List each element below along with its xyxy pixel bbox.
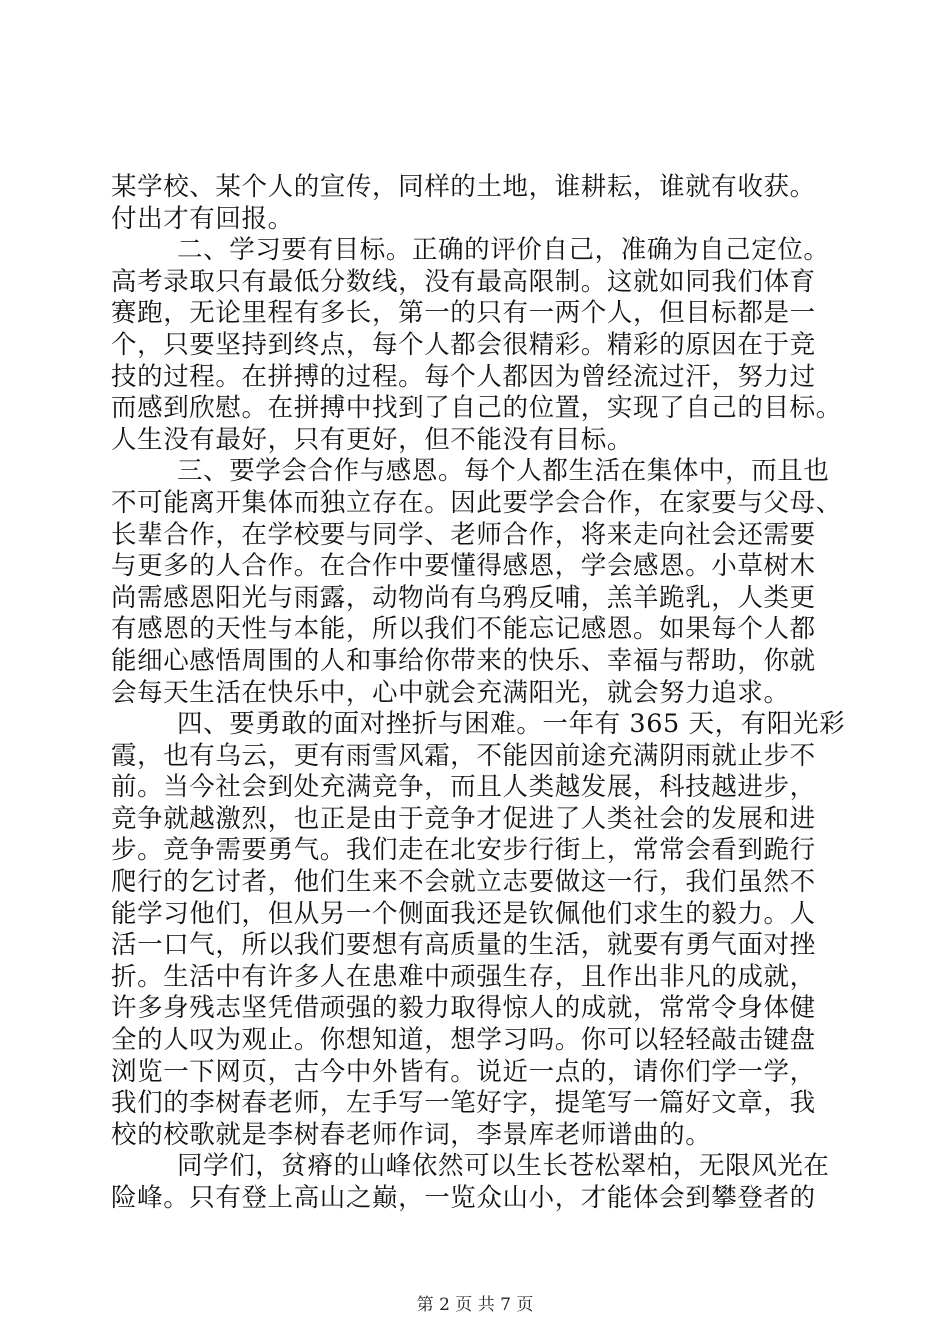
- text-line: 全的人叹为观止。你想知道，想学习吗。你可以轻轻敲击键盘: [111, 1025, 816, 1056]
- text-line: 霞，也有乌云，更有雨雪风霜，不能因前途充满阴雨就止步不: [111, 740, 816, 771]
- text-line: 赛跑，无论里程有多长，第一的只有一两个人，但目标都是一: [111, 298, 816, 329]
- paragraph-first-line: 三、要学会合作与感恩。每个人都生活在集体中，而且也: [177, 456, 830, 487]
- paragraph-first-line: 同学们，贫瘠的山峰依然可以生长苍松翠柏，无限风光在: [177, 1151, 830, 1182]
- text-line: 步。竞争需要勇气。我们走在北安步行街上，常常会看到跪行: [111, 835, 816, 866]
- paragraph-first-line: 四、要勇敢的面对挫折与困难。一年有 365 天，有阳光彩: [177, 709, 846, 740]
- page-footer: 第 2 页 共 7 页: [416, 1295, 534, 1315]
- text-line: 活一口气，所以我们要想有高质量的生活，就要有勇气面对挫: [111, 930, 816, 961]
- text-line: 许多身残志坚凭借顽强的毅力取得惊人的成就，常常令身体健: [111, 993, 816, 1024]
- text-line: 而感到欣慰。在拼搏中找到了自己的位置，实现了自己的目标。: [111, 393, 842, 424]
- text-line: 竞争就越激烈，也正是由于竞争才促进了人类社会的发展和进: [111, 803, 816, 834]
- text-line: 校的校歌就是李树春老师作词，李景库老师谱曲的。: [111, 1119, 712, 1150]
- text-line: 爬行的乞讨者，他们生来不会就立志要做这一行，我们虽然不: [111, 867, 816, 898]
- text-line: 前。当今社会到处充满竞争，而且人类越发展，科技越进步，: [111, 772, 816, 803]
- text-line: 会每天生活在快乐中，心中就会充满阳光，就会努力追求。: [111, 677, 790, 708]
- text-line: 个，只要坚持到终点，每个人都会很精彩。精彩的原因在于竞: [111, 329, 816, 360]
- text-line: 长辈合作，在学校要与同学、老师合作，将来走向社会还需要: [111, 519, 816, 550]
- text-line: 险峰。只有登上高山之巅，一览众山小，才能体会到攀登者的: [111, 1183, 816, 1213]
- paragraph-first-line: 二、学习要有目标。正确的评价自己，准确为自己定位。: [177, 235, 830, 266]
- text-line: 某学校、某个人的宣传，同样的土地，谁耕耘，谁就有收获。: [111, 172, 816, 202]
- text-line: 我们的李树春老师，左手写一笔好字，提笔写一篇好文章，我: [111, 1088, 816, 1119]
- text-line: 技的过程。在拼搏的过程。每个人都因为曾经流过汗，努力过: [111, 361, 816, 392]
- text-line: 折。生活中有许多人在患难中顽强生存，且作出非凡的成就，: [111, 961, 816, 992]
- text-line: 能细心感悟周围的人和事给你带来的快乐、幸福与帮助，你就: [111, 645, 816, 676]
- text-line: 高考录取只有最低分数线，没有最高限制。这就如同我们体育: [111, 266, 816, 297]
- text-line: 浏览一下网页，古今中外皆有。说近一点的，请你们学一学，: [111, 1056, 816, 1087]
- text-line: 尚需感恩阳光与雨露，动物尚有乌鸦反哺，羔羊跪乳，人类更: [111, 582, 816, 613]
- text-line: 不可能离开集体而独立存在。因此要学会合作，在家要与父母、: [111, 487, 842, 518]
- text-line: 与更多的人合作。在合作中要懂得感恩，学会感恩。小草树木: [111, 551, 816, 582]
- text-line: 人生没有最好，只有更好，但不能没有目标。: [111, 424, 634, 455]
- document-body: [111, 172, 851, 1215]
- text-line: 付出才有回报。: [111, 203, 294, 234]
- text-line: 有感恩的天性与本能，所以我们不能忘记感恩。如果每个人都: [111, 614, 816, 645]
- text-line: 能学习他们，但从另一个侧面我还是钦佩他们求生的毅力。人: [111, 898, 816, 929]
